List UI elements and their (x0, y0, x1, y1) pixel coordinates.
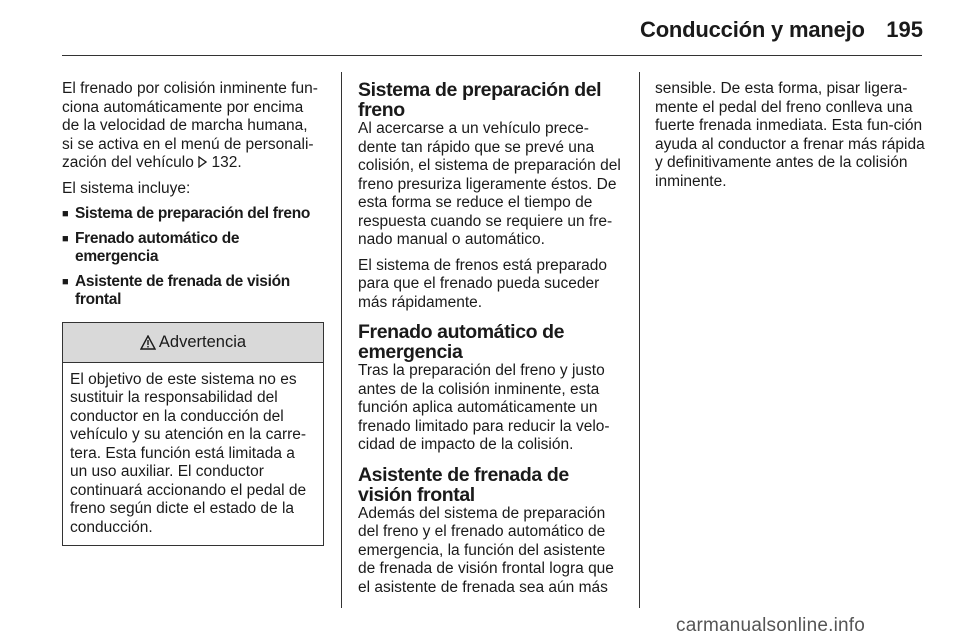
list-item: ■ Frenado automático de emergencia (62, 229, 240, 265)
paragraph: Además del sistema de preparación del freno y el frenado automático de emergencia, la función del asistente de frenada de visión frontal logra que el asistente de frenada sea aún más (358, 504, 614, 596)
column-divider-1 (341, 72, 342, 608)
page-header (0, 0, 960, 60)
warning-triangle-icon (140, 335, 156, 350)
warning-text: El objetivo de este sistema no es sustituir la responsabilidad del conductor en la conducción del vehículo y su atención en la carre-tera. Esta función está limitada a un uso auxiliar. El conductor continuará accionando el pedal de freno según dicte el estado de la conducción. (70, 370, 307, 536)
warning-box (62, 322, 324, 547)
page-number: 195 (886, 17, 923, 42)
section-heading: Asistente de frenada de visión frontal (358, 463, 569, 506)
paragraph: sensible. De esta forma, pisar ligera-mente el pedal del freno conlleva una fuerte frenada inmediata. Esta fun-ción ayuda al conductor a frenar más rápida y definitivamente antes de la colisión inminente. (655, 80, 925, 190)
bullet-icon: ■ (62, 275, 69, 288)
paragraph: El sistema de frenos está preparado para que el frenado pueda suceder más rápidamente. (358, 256, 607, 311)
column-2 (358, 80, 624, 604)
section-heading: Frenado automático de emergencia (358, 321, 565, 363)
list-item: ■ Asistente de frenada de visión frontal (62, 272, 290, 308)
paragraph: Tras la preparación del freno y justo antes de la colisión inminente, esta función aplica automáticamente un frenado limitado para reducir la velo-cidad de impacto de la colisión. (358, 362, 610, 453)
list-item: ■ Sistema de preparación del freno (62, 205, 311, 222)
bullet-icon: ■ (62, 232, 69, 245)
warning-title: Advertencia (158, 332, 247, 351)
section-automatic-emergency-braking (358, 322, 624, 455)
warning-header (63, 323, 323, 363)
intro-paragraph: El frenado por colisión inminente fun- ciona automáticamente por encima de la velocidad de marcha humana, si se activa en el menú de personali- zación del vehículo 132. (62, 80, 318, 171)
page-ref-arrow-icon (198, 155, 207, 167)
chapter-title: Conducción y manejo (640, 17, 865, 42)
section-heading: Sistema de preparación del freno (358, 79, 602, 121)
includes-label: El sistema incluye: (62, 179, 191, 197)
section-front-vision-brake-assist (358, 465, 624, 598)
watermark: carmanualsonline.info (676, 615, 866, 636)
section-brake-preparation (358, 80, 624, 312)
column-3 (655, 80, 925, 198)
column-1 (62, 80, 324, 546)
bullet-icon: ■ (62, 208, 69, 220)
header-divider (62, 55, 922, 56)
page-ref[interactable]: 132. (211, 154, 242, 171)
column-divider-2 (639, 72, 640, 608)
paragraph: Al acercarse a un vehículo prece-dente tan rápido que se prevé una colisión, el sistema de preparación del freno presuriza ligeramente éstos. De esta forma se reduce el tiempo de respuesta cuando se requiere un fre-nado manual o automático. (358, 120, 621, 248)
